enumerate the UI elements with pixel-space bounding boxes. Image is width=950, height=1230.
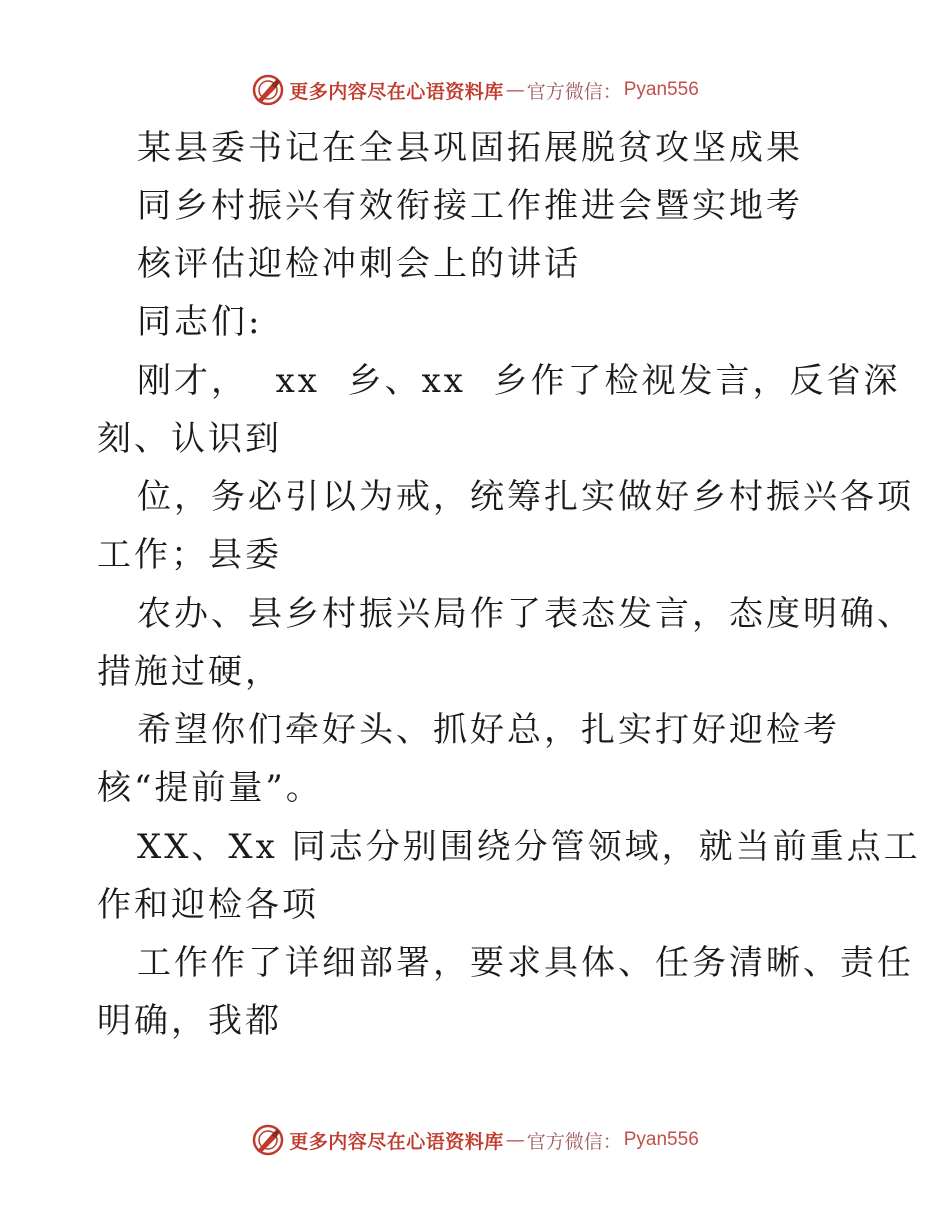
watermark-label: 官方微信： [526,1130,622,1153]
paragraph-line: XX、Xx 同志分别围绕分管领域，就当前重点工 [137,827,921,867]
salutation: 同志们: [137,302,263,342]
paragraph-line: 明确，我都 [97,1001,282,1041]
paragraph-line: 措施过硬， [97,652,282,692]
paragraph-line: 位，务必引以为戒，统筹扎实做好乡村振兴各项 [137,477,914,517]
footer-watermark [0,1120,950,1160]
watermark-label: 官方微信： [526,80,622,103]
watermark-dash: — [505,79,525,101]
paragraph-line: 农办、县乡村振兴局作了表态发言，态度明确、 [137,594,914,634]
paragraph-line: 希望你们牵好头、抓好总，扎实打好迎检考 [137,710,840,750]
watermark-id: Pyan556 [623,1129,699,1150]
paragraph-line: 刚才， xx 乡、xx 乡作了检视发言，反省深 [137,361,901,401]
watermark-id: Pyan556 [623,79,699,100]
header-watermark [0,70,950,110]
paragraph-line: 作和迎检各项 [97,885,319,925]
watermark-title: 更多内容尽在心语资料库 [289,80,504,103]
pen-logo-icon [251,1123,285,1157]
watermark-title: 更多内容尽在心语资料库 [289,1130,504,1153]
title-line: 核评估迎检冲刺会上的讲话 [137,244,581,284]
paragraph-line: 刻、认识到 [97,419,282,459]
watermark-dash: — [505,1129,525,1151]
title-line: 某县委书记在全县巩固拓展脱贫攻坚成果 [137,128,803,168]
paragraph-line: 核“提前量”。 [97,768,323,808]
title-line: 同乡村振兴有效衔接工作推进会暨实地考 [137,186,803,226]
paragraph-line: 工作作了详细部署，要求具体、任务清晰、责任 [137,943,914,983]
paragraph-line: 工作；县委 [97,535,282,575]
pen-logo-icon [251,73,285,107]
